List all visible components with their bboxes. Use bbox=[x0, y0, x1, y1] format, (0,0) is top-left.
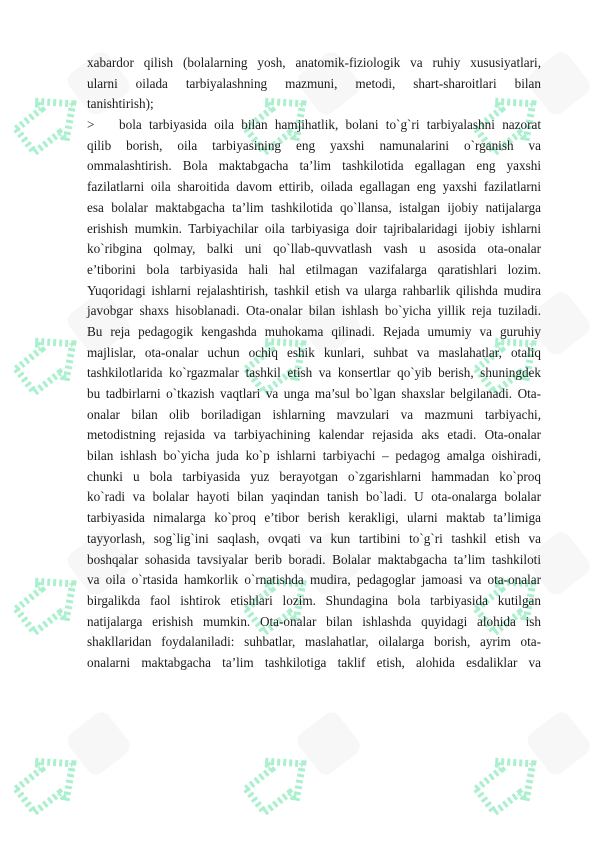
text-line: esa bolalar maktabgacha ta’lim tashkilotida qo`llansa, istalgan ijobiy natijalarga bbox=[87, 199, 541, 215]
text-line: shakllaridan foydalaniladi: suhbatlar, maslahatlar, oilalarga borish, ayrim ota- bbox=[87, 634, 541, 650]
text-line: va oila o`rtasida hamkorlik o`rnatishda mudira, pedagoglar jamoasi va ota-onalar bbox=[87, 572, 541, 588]
watermark-mark bbox=[240, 708, 364, 820]
watermark-block bbox=[524, 708, 594, 778]
watermark-block bbox=[64, 708, 134, 778]
arrow-mark-icon bbox=[10, 324, 88, 400]
text-line: ularni oilada tarbiyalashning mazmuni, metodi, shart-sharoitlari bilan bbox=[87, 75, 541, 91]
text-line: majlislar, ota-onalar uchun ochiq eshik kunlari, suhbat va maslahatlar, otaliq bbox=[87, 344, 541, 360]
text-line: tanishtirish); bbox=[87, 96, 154, 112]
text-line: bu tadbirlarni o`tkazish vaqtlari va unga ma’sul bo`lgan shaxslar belgilanadi. Ota- bbox=[87, 386, 541, 401]
text-line: bilan ishlash bo`yicha juda ko`p ishlarni tarbiyachi – pedagog amalga oishiradi, bbox=[87, 448, 541, 464]
text-line: e’tiborini bola tarbiyasida hali hal etilmagan vazifalarga qaratishlari lozim. bbox=[87, 261, 541, 277]
text-line: Bu reja pedagogik kengashda muhokama qilinadi. Rejada umumiy va guruhiy bbox=[87, 323, 541, 339]
text-line: metodistning rejasida va tarbiyachining kalendar rejasida aks etadi. Ota-onalar bbox=[87, 427, 541, 443]
text-line: natijalarga erishish mumkin. Ota-onalar bilan ishlashda quyidagi alohida ish bbox=[87, 613, 541, 629]
text-line: ommalashtirish. Bola maktabgacha ta’lim tashkilotida egallagan eng yaxshi bbox=[87, 158, 541, 174]
text-line: tarbiyasida nimalarga ko`proq e’tibor berish kerakligi, ularni maktab ta’limiga bbox=[87, 510, 541, 526]
body-text bbox=[87, 53, 541, 674]
text-line: fazilatlarni oila sharoitida davom ettirib, oilada egallagan eng yaxshi fazilatlarni bbox=[87, 179, 541, 195]
arrow-mark-icon bbox=[10, 744, 88, 820]
text-line: bola tarbiyasida oila bilan hamjihatlik, bolani to`g`ri tarbiyalashni nazorat bbox=[119, 117, 541, 133]
arrow-mark-icon bbox=[470, 744, 548, 820]
text-line: birgalikda faol ishtirok etishlari lozim. Shundagina bola tarbiyasida kutilgan bbox=[87, 592, 541, 608]
watermark-mark bbox=[470, 708, 594, 820]
watermark-block bbox=[294, 708, 364, 778]
text-line: ko`radi va bolalar hayoti bilan yaqindan tanish bo`ladi. U ota-onalarga bolalar bbox=[87, 489, 541, 505]
text-line: ko`ribgina qolmay, balki uni qo`llab-quvvatlash vash u asosida ota-onalar bbox=[87, 241, 541, 257]
text-line: onalarni maktabgacha ta’lim tashkilotiga taklif etish, alohida esdaliklar va bbox=[87, 654, 541, 670]
text-line: boshqalar sohasida tavsiyalar berib boradi. Bolalar maktabgacha ta’lim tashkiloti bbox=[87, 551, 541, 567]
text-line: chunki u bola tarbiyasida yuz berayotgan o`zgarishlarni hammadan ko`proq bbox=[87, 468, 541, 484]
text-line: xabardor qilish (bolalarning yosh, anatomik-fiziologik va ruhiy xususiyatlari, bbox=[87, 55, 541, 70]
text-line: erishish mumkin. Tarbiyachilar oila tarbiyasiga doir tajribalaridagi ijobiy ishlarni bbox=[87, 220, 541, 236]
text-line: tayyorlash, sog`lig`ini saqlash, ovqati va kun tartibini to`g`ri tashkil etish va bbox=[87, 530, 541, 546]
watermark-mark bbox=[10, 708, 134, 820]
bullet-item bbox=[87, 115, 541, 136]
text-line: javobgar shaxs hisoblanadi. Ota-onalar bilan ishlash bo`yicha yillik reja tuziladi. bbox=[87, 303, 541, 319]
arrow-mark-icon bbox=[240, 744, 318, 820]
text-line: qilib borish, oila tarbiyasining eng yaxshi namunalarini o`rganish va bbox=[87, 137, 541, 153]
text-line: Yuqoridagi ishlarni rejalashtirish, tashkil etish va ularga rahbarlik qilishda mudira bbox=[87, 282, 541, 298]
text-line: tashkilotlarida ko`rgazmalar tashkil etish va konsertlar qo`yib berish, shuningdek bbox=[87, 365, 541, 381]
bullet-arrow-icon: > bbox=[87, 117, 95, 133]
text-line: onalar bilan olib boriladigan ishlarning mavzulari va mazmuni tarbiyachi, bbox=[87, 406, 541, 422]
arrow-mark-icon bbox=[10, 564, 88, 640]
arrow-mark-icon bbox=[10, 84, 88, 160]
